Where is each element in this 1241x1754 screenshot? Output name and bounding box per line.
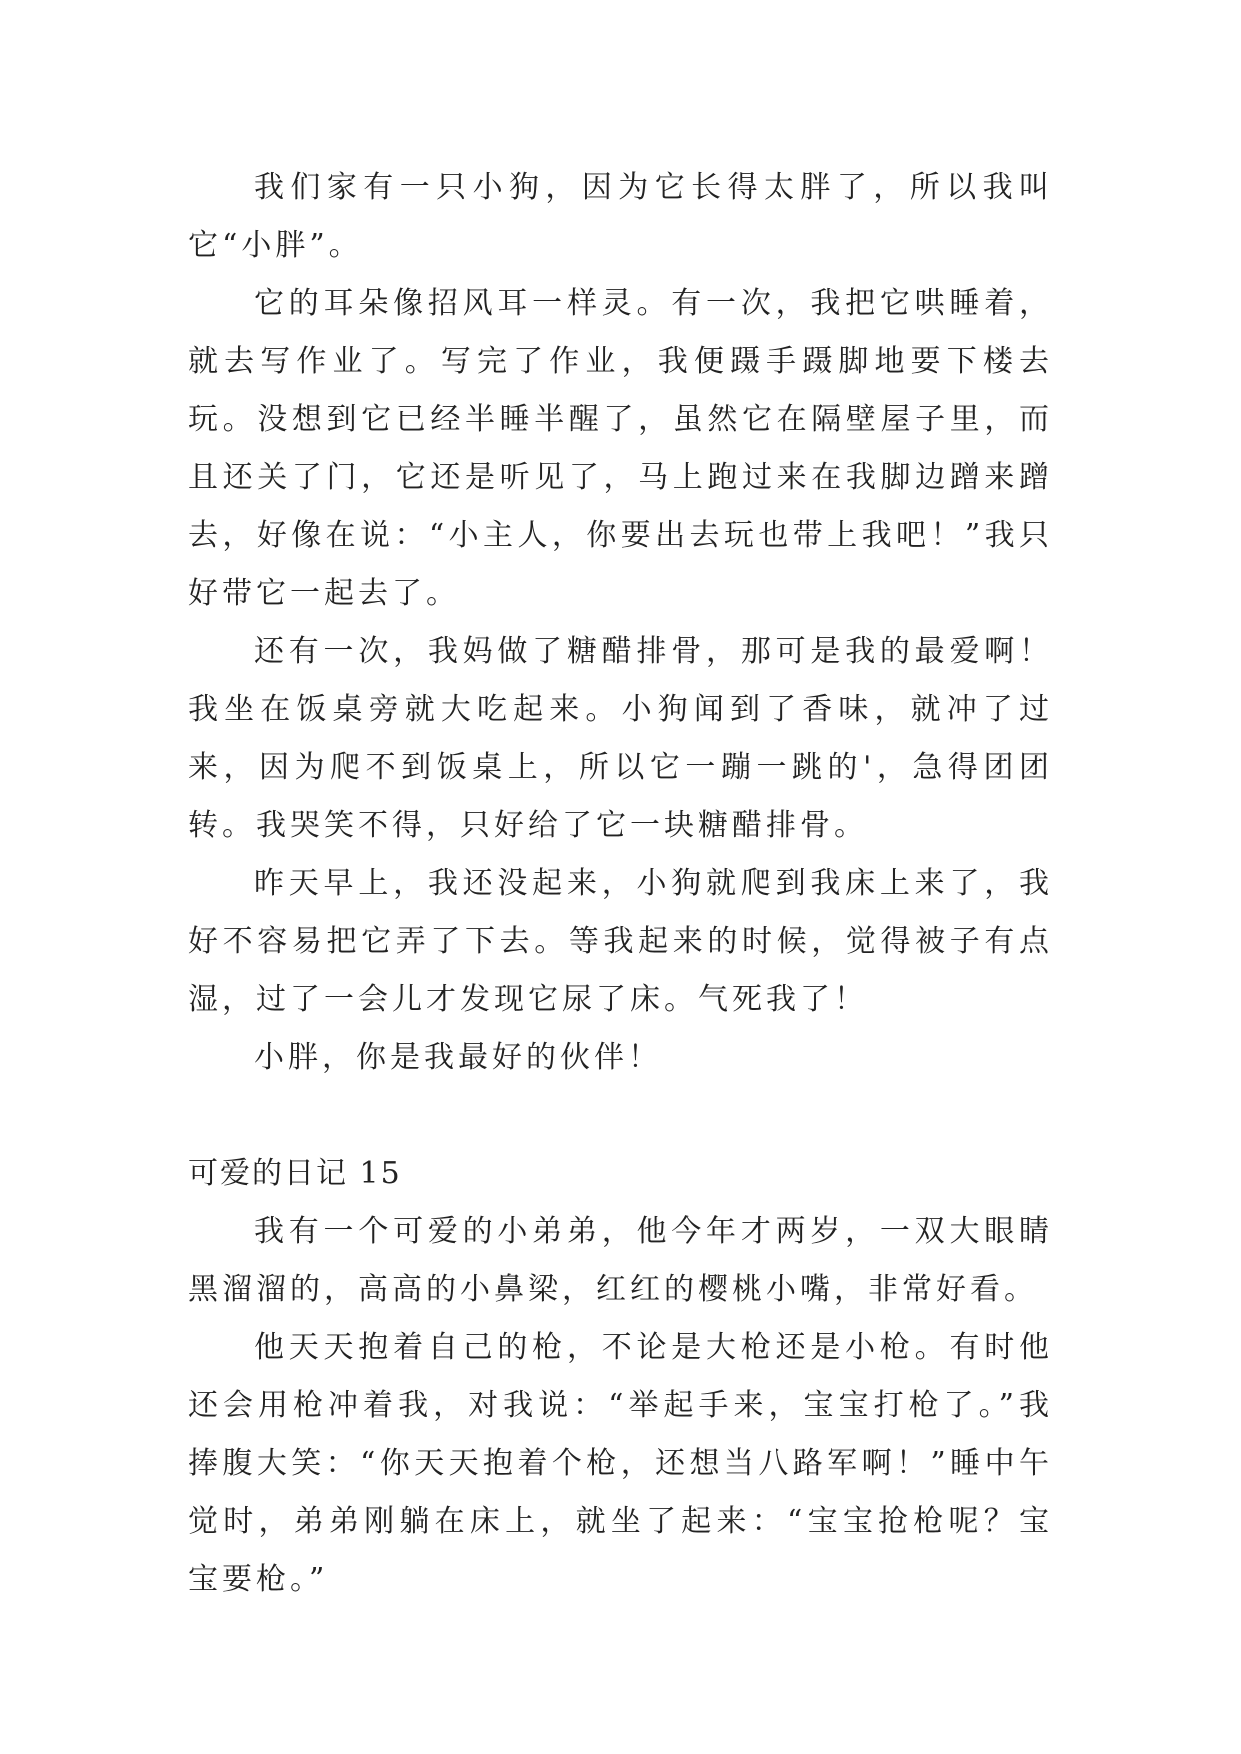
paragraph: 他天天抱着自己的枪，不论是大枪还是小枪。有时他还会用枪冲着我，对我说：“举起手来，宝宝打枪了。”我捧腹大笑：“你天天抱着个枪，还想当八路军啊！”睡中午觉时，弟弟刚躺在床上，就坐了起来：“宝宝抢枪呢？宝宝要枪。”: [188, 1330, 1053, 1597]
paragraph: 昨天早上，我还没起来，小狗就爬到我床上来了，我好不容易把它弄了下去。等我起来的时候，觉得被子有点湿，过了一会儿才发现它尿了床。气死我了！: [188, 866, 1053, 1017]
paragraph: 它的耳朵像招风耳一样灵。有一次，我把它哄睡着，就去写作业了。写完了作业，我便蹑手蹑脚地要下楼去玩。没想到它已经半睡半醒了，虽然它在隔壁屋子里，而且还关了门，它还是听见了，马上跑过来在我脚边蹭来蹭去，好像在说：“小主人，你要出去玩也带上我吧！”我只好带它一起去了。: [188, 286, 1053, 611]
paragraph: 小胖，你是我最好的伙伴！: [254, 1040, 662, 1075]
document-body: [188, 159, 1053, 1609]
paragraph: 我有一个可爱的小弟弟，他今年才两岁，一双大眼睛黑溜溜的，高高的小鼻梁，红红的樱桃小嘴，非常好看。: [188, 1214, 1053, 1307]
paragraph: 我们家有一只小狗，因为它长得太胖了，所以我叫它“小胖”。: [188, 170, 1053, 263]
paragraph: 还有一次，我妈做了糖醋排骨，那可是我的最爱啊！我坐在饭桌旁就大吃起来。小狗闻到了香味，就冲了过来，因为爬不到饭桌上，所以它一蹦一跳的'，急得团团转。我哭笑不得，只好给了它一块糖醋排骨。: [188, 634, 1053, 843]
section-heading: 可爱的日记 15: [188, 1156, 402, 1191]
